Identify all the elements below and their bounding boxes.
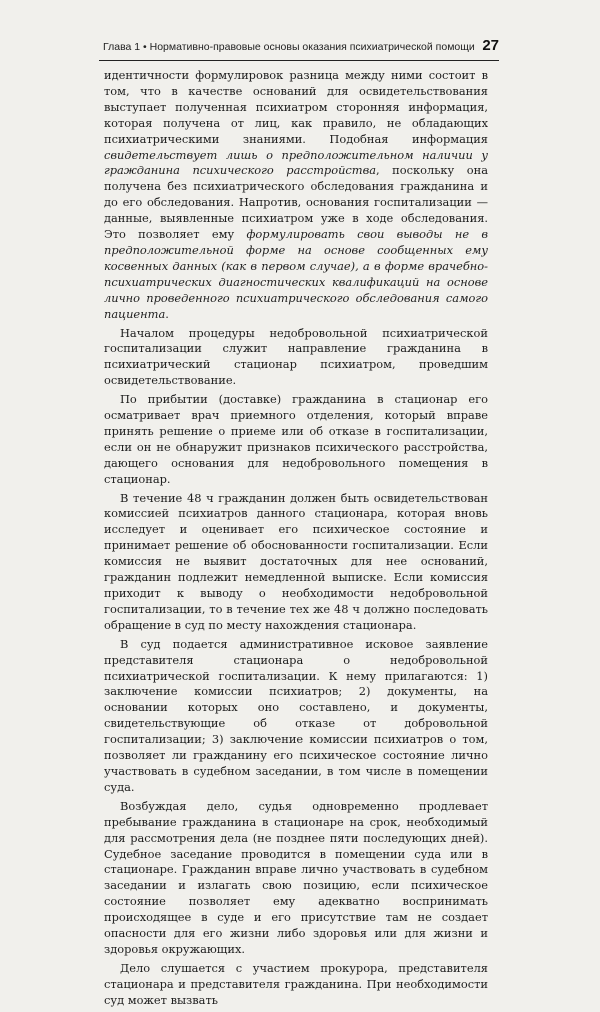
page-number: 27 (482, 37, 499, 54)
paragraph-5: В суд подается административное исковое заявление представителя стационара о недобровольной психиатрической госпитализации. К нему прилагаются: 1) заключение комиссии психиатров; 2) документы, на основании которых оно составлено, и документы, свидетельствующие об отказе от добровольной госпитализации; 3) заключение комиссии психиатров о том, позволяет ли гражданину его психическое состояние лично участвовать в судебном заседании, в том числе в помещении суда. (104, 636, 488, 794)
paragraph-3: По прибытии (доставке) гражданина в стационар его осматривает врач приемного отделения, который вправе принять решение о приеме или об отказе в госпитализации, если он не обнаружит признаков психического расстройства, дающего основания для недобровольного помещения в стационар. (104, 392, 488, 486)
running-header (99, 37, 499, 60)
header-rule (99, 60, 499, 61)
paragraph-6: Возбуждая дело, судья одновременно продлевает пребывание гражданина в стационаре на срок, необходимый для рассмотрения дела (не позднее пяти последующих дней). Судебное заседание проводится в помещении суда или в стационаре. Гражданин вправе лично участвовать в судебном заседании и излагать свою позицию, если психическое состояние позволяет ему адекватно воспринимать происходящее в суде и его присутствие там не создает опасности для его жизни либо здоровья или для жизни и здоровья окружающих. (104, 798, 488, 956)
paragraph-1: идентичности формулировок разница между ними состоит в том, что в качестве оснований для освидетельствования выступает полученная психиатром сторонняя информация, которая получена от лиц, как правило, не обладающих психиатрическими знаниями. Подобная информация свидетельствует лишь о предположительном наличии у гражданина психического расстройства, поскольку она получена без психиатрического обследования гражданина и до его обследования. Напротив, основания госпитализации — данные, выявленные психиатром уже в ходе обследования. Это позволяет ему формулировать свои выводы не в предположительной форме на основе сообщенных ему косвенных данных (как в первом случае), а в форме врачебно-психиатрических диагностических квалификаций на основе лично проведенного психиатрического обследования самого пациента. (104, 68, 489, 321)
paragraph-7: Дело слушается с участием прокурора, представителя стационара и представителя гражданина. При необходимости суд может вызвать (104, 960, 488, 1007)
paragraph-2: Началом процедуры недобровольной психиатрической госпитализации служит направление гражданина в психиатрический стационар психиатром, проведшим освидетельствование. (104, 325, 488, 388)
paragraph-4: В течение 48 ч гражданин должен быть освидетельствован комиссией психиатров данного стационара, которая вновь исследует и оценивает его психическое состояние и принимает решение об обоснованности госпитализации. Если комиссия не выявит достаточных для нее оснований, гражданин подлежит немедленной выписке. Если комиссия приходит к выводу о необходимости недобровольной госпитализации, то в течение тех же 48 ч должно последовать обращение в суд по месту нахождения стационара. (104, 490, 488, 632)
body-text (104, 68, 488, 1012)
chapter-title: Глава 1 • Нормативно-правовые основы оказания психиатрической помощи (103, 41, 475, 53)
